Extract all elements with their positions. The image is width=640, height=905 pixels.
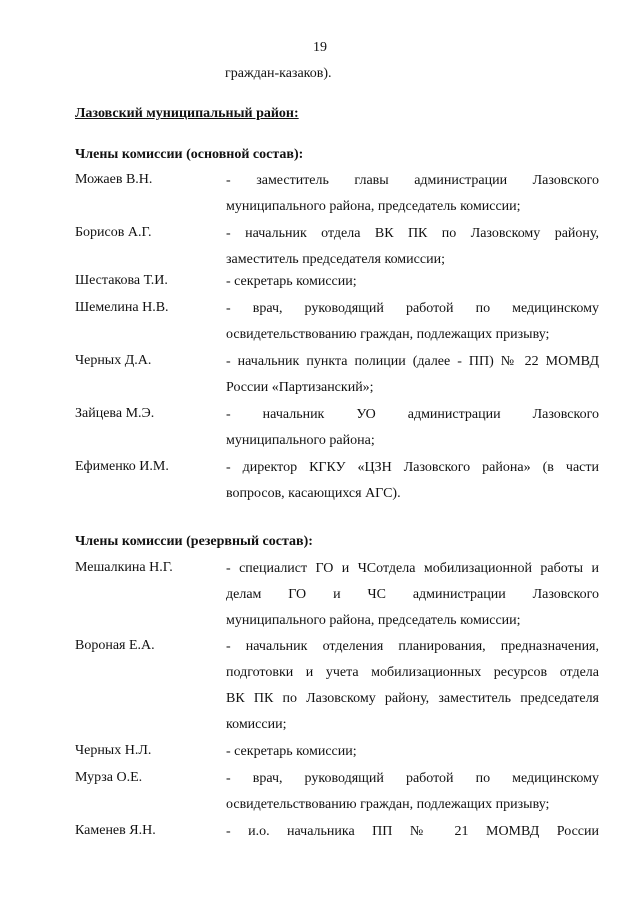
member-role	[226, 296, 599, 348]
role-line: ВК ПК по Лазовскому району, заместитель председателя	[226, 691, 599, 706]
member-name: Черных Н.Л.	[75, 743, 152, 758]
role-line: - врач, руководящий работой по медицинскому	[226, 301, 599, 316]
member-name: Борисов А.Г.	[75, 225, 152, 240]
role-line: - секретарь комиссии;	[226, 274, 357, 289]
member-name: Ефименко И.М.	[75, 459, 169, 474]
member-role	[226, 221, 599, 273]
member-role	[226, 556, 599, 634]
role-line: делам ГО и ЧС администрации Лазовского	[226, 587, 599, 602]
role-line: - начальник отделения планирования, предназначения,	[226, 639, 599, 654]
member-role	[226, 455, 599, 507]
member-role	[226, 168, 599, 220]
member-role	[226, 634, 599, 738]
role-line: - заместитель главы администрации Лазовского	[226, 173, 599, 188]
member-role	[226, 739, 599, 765]
page-number: 19	[313, 40, 327, 55]
role-line: комиссии;	[226, 717, 287, 732]
member-name: Шемелина Н.В.	[75, 300, 169, 315]
role-line: муниципального района;	[226, 433, 375, 448]
role-line: подготовки и учета мобилизационных ресурсов отдела	[226, 665, 599, 680]
member-role	[226, 349, 599, 401]
district-title: Лазовский муниципальный район:	[75, 106, 299, 121]
member-role	[226, 819, 599, 845]
member-name: Шестакова Т.И.	[75, 273, 168, 288]
role-line: - начальник УО администрации Лазовского	[226, 407, 599, 422]
role-line: заместитель председателя комиссии;	[226, 252, 445, 267]
role-line: - и.о. начальника ПП № 21 МОМВД России	[226, 824, 599, 839]
continuation-text: граждан-казаков).	[225, 66, 332, 81]
role-line: - начальник отдела ВК ПК по Лазовскому району,	[226, 226, 599, 241]
member-name: Черных Д.А.	[75, 353, 152, 368]
role-line: - директор КГКУ «ЦЗН Лазовского района» (в части	[226, 460, 599, 475]
role-line: муниципального района, председатель комиссии;	[226, 613, 521, 628]
role-line: муниципального района, председатель комиссии;	[226, 199, 521, 214]
role-line: России «Партизанский»;	[226, 380, 374, 395]
member-name: Мешалкина Н.Г.	[75, 560, 173, 575]
role-line: - врач, руководящий работой по медицинскому	[226, 771, 599, 786]
role-line: - секретарь комиссии;	[226, 744, 357, 759]
member-name: Вороная Е.А.	[75, 638, 155, 653]
role-line: вопросов, касающихся АГС).	[226, 486, 401, 501]
member-name: Мурза О.Е.	[75, 770, 143, 785]
role-line: освидетельствованию граждан, подлежащих призыву;	[226, 327, 550, 342]
member-name: Можаев В.Н.	[75, 172, 153, 187]
main-composition-heading: Члены комиссии (основной состав):	[75, 147, 304, 162]
member-role	[226, 402, 599, 454]
member-name: Каменев Я.Н.	[75, 823, 156, 838]
member-name: Зайцева М.Э.	[75, 406, 155, 421]
role-line: - специалист ГО и ЧСотдела мобилизационной работы и	[226, 561, 599, 576]
member-role	[226, 269, 599, 295]
role-line: - начальник пункта полиции (далее - ПП) № 22 МОМВД	[226, 354, 599, 369]
role-line: освидетельствованию граждан, подлежащих призыву;	[226, 797, 550, 812]
member-role	[226, 766, 599, 818]
reserve-composition-heading: Члены комиссии (резервный состав):	[75, 534, 313, 549]
